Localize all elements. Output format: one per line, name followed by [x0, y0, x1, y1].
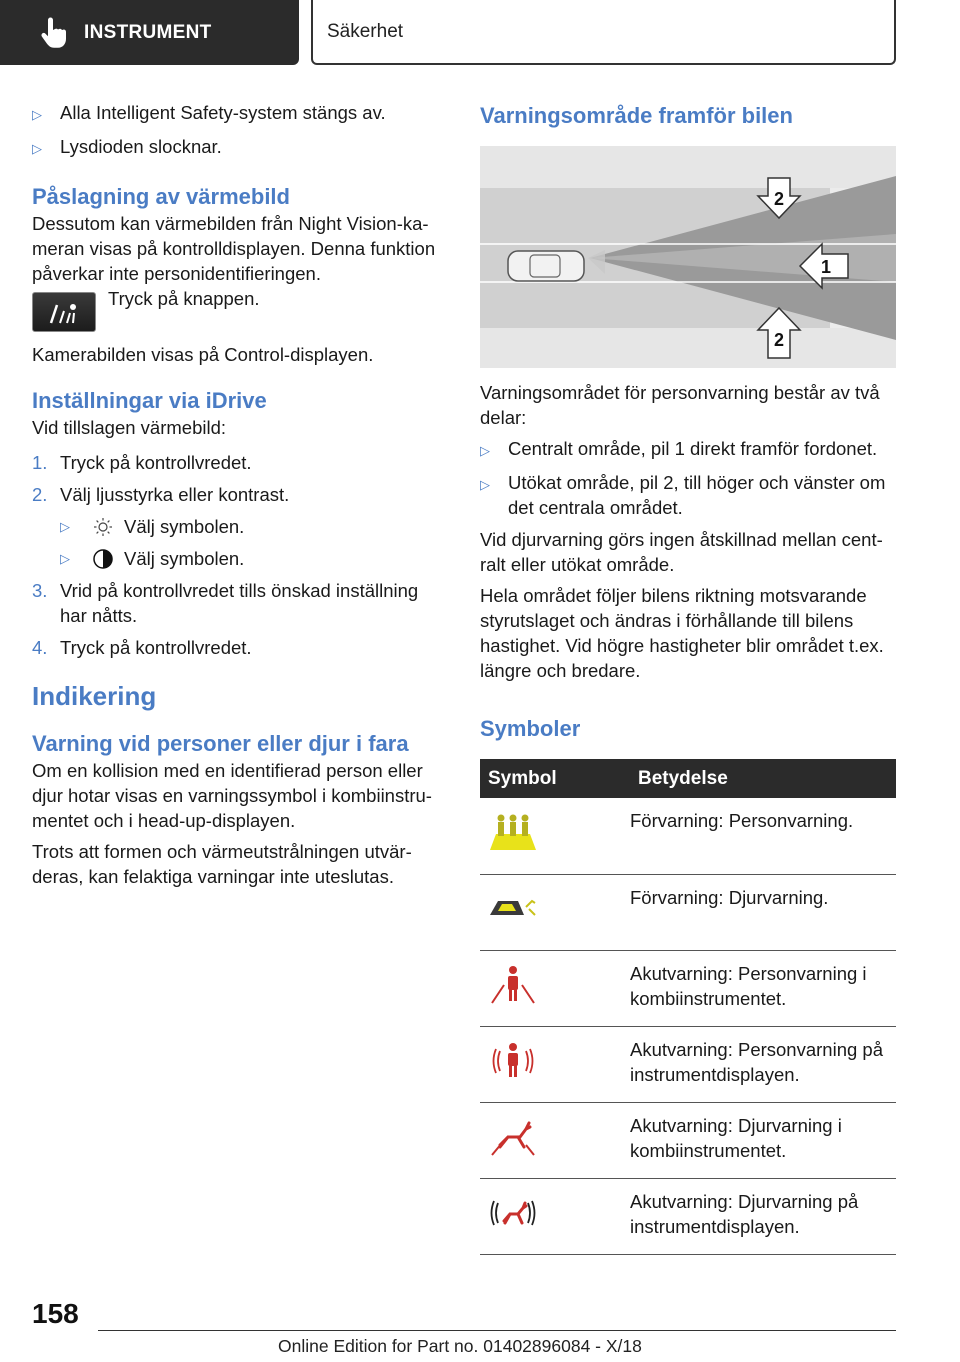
pedestrian-acute-display-icon [488, 1041, 538, 1081]
pedestrians-prewarning-icon [488, 812, 538, 852]
section-tab [0, 0, 299, 65]
step-item: 2. Välj ljusstyrka eller kontrast. [32, 484, 290, 505]
brightness-icon [93, 517, 113, 537]
pedestrian-acute-cluster-icon [488, 965, 538, 1005]
step-item: 3. Vrid på kontrollvredet tills önskad inställning har nåtts. [32, 580, 419, 626]
arrow-2-bottom-label: 2 [773, 330, 785, 350]
table-row: Förvarning: Djurvarning. [480, 874, 896, 950]
step-item: 4. Tryck på kontrollvredet. [32, 637, 252, 658]
button-instruction: Tryck på knappen. [32, 292, 447, 332]
contrast-icon [92, 548, 114, 570]
night-vision-button-icon [32, 292, 96, 332]
step-item: 1. Tryck på kontrollvredet. [32, 452, 252, 473]
paragraph-idrive: Vid tillslagen värmebild: [32, 417, 227, 438]
chapter-tab [311, 0, 896, 65]
col-header-meaning: Betydelse [630, 759, 896, 798]
paragraph-warning-1: Om en kollision med en identifierad person eller djur hotar visas en varningssymbol i kombiinstru-mentet och i head-up-displayen. [32, 760, 432, 831]
paragraph-camera: Kamerabilden visas på Control-displayen. [32, 344, 374, 365]
bullet-item: ▷ Centralt område, pil 1 direkt framför fordonet. [480, 438, 878, 459]
chapter-title: Säkerhet [327, 20, 404, 42]
heading-symbols: Symboler [480, 716, 581, 741]
bullet-item: ▷ Lysdioden slocknar. [32, 136, 222, 157]
paragraph-thermal: Dessutom kan värmebilden från Night Vision-ka-meran visas på kontrolldisplayen. Denna funktion påverkar inte personidentifieringen. [32, 213, 436, 284]
car-icon [508, 251, 584, 281]
left-column [32, 100, 447, 895]
table-row: Akutvarning: Djurvarning i kombiinstrumentet. [480, 1102, 896, 1178]
sub-step-contrast: ▷ Välj symbolen. [60, 548, 245, 569]
symbols-table [480, 759, 896, 1255]
deer-acute-cluster-icon [488, 1117, 538, 1157]
table-row: Akutvarning: Personvarning på instrumentdisplayen. [480, 1026, 896, 1102]
bullet-item: ▷ Utökat område, pil 2, till höger och vänster om det centrala området. [480, 472, 886, 518]
arrow-2-top-label: 2 [773, 189, 785, 209]
bullet-item: ▷ Alla Intelligent Safety-system stängs av. [32, 102, 386, 123]
heading-thermal: Påslagning av värmebild [32, 184, 290, 209]
edition-text: Online Edition for Part no. 01402896084 - X/18 [278, 1336, 642, 1356]
paragraph-follow: Hela området följer bilens riktning motsvarande styrutslaget och ändras i förhållande till bilens hastighet. Vid högre hastigheter blir området t.ex. längre och bredare. [480, 585, 884, 681]
hand-pointer-icon [36, 16, 70, 50]
arrow-1-label: 1 [820, 257, 832, 277]
right-column [480, 100, 896, 1255]
sub-step-brightness: ▷ Välj symbolen. [60, 516, 245, 537]
section-title: INSTRUMENT [84, 21, 212, 43]
table-row: Akutvarning: Personvarning i kombiinstrumentet. [480, 950, 896, 1026]
heading-idrive: Inställningar via iDrive [32, 388, 267, 413]
paragraph-warning-2: Trots att formen och värmeutstrålningen utvär-deras, kan felaktiga varningar inte uteslutas. [32, 841, 412, 887]
deer-acute-display-icon [488, 1193, 538, 1233]
paragraph-warning-area: Varningsområdet för personvarning består av två delar: [480, 382, 880, 428]
warning-area-diagram [480, 146, 896, 368]
page-number: 158 [32, 1298, 79, 1329]
table-row: Förvarning: Personvarning. [480, 798, 896, 874]
heading-warning-area: Varningsområde framför bilen [480, 103, 793, 128]
table-row: Akutvarning: Djurvarning på instrumentdisplayen. [480, 1178, 896, 1254]
footer-divider [98, 1330, 896, 1331]
heading-indikering: Indikering [32, 681, 157, 711]
paragraph-animal: Vid djurvarning görs ingen åtskillnad mellan cent-ralt eller utökat område. [480, 529, 883, 575]
animal-prewarning-icon [488, 889, 540, 919]
heading-warning: Varning vid personer eller djur i fara [32, 731, 409, 756]
col-header-symbol: Symbol [480, 759, 630, 798]
